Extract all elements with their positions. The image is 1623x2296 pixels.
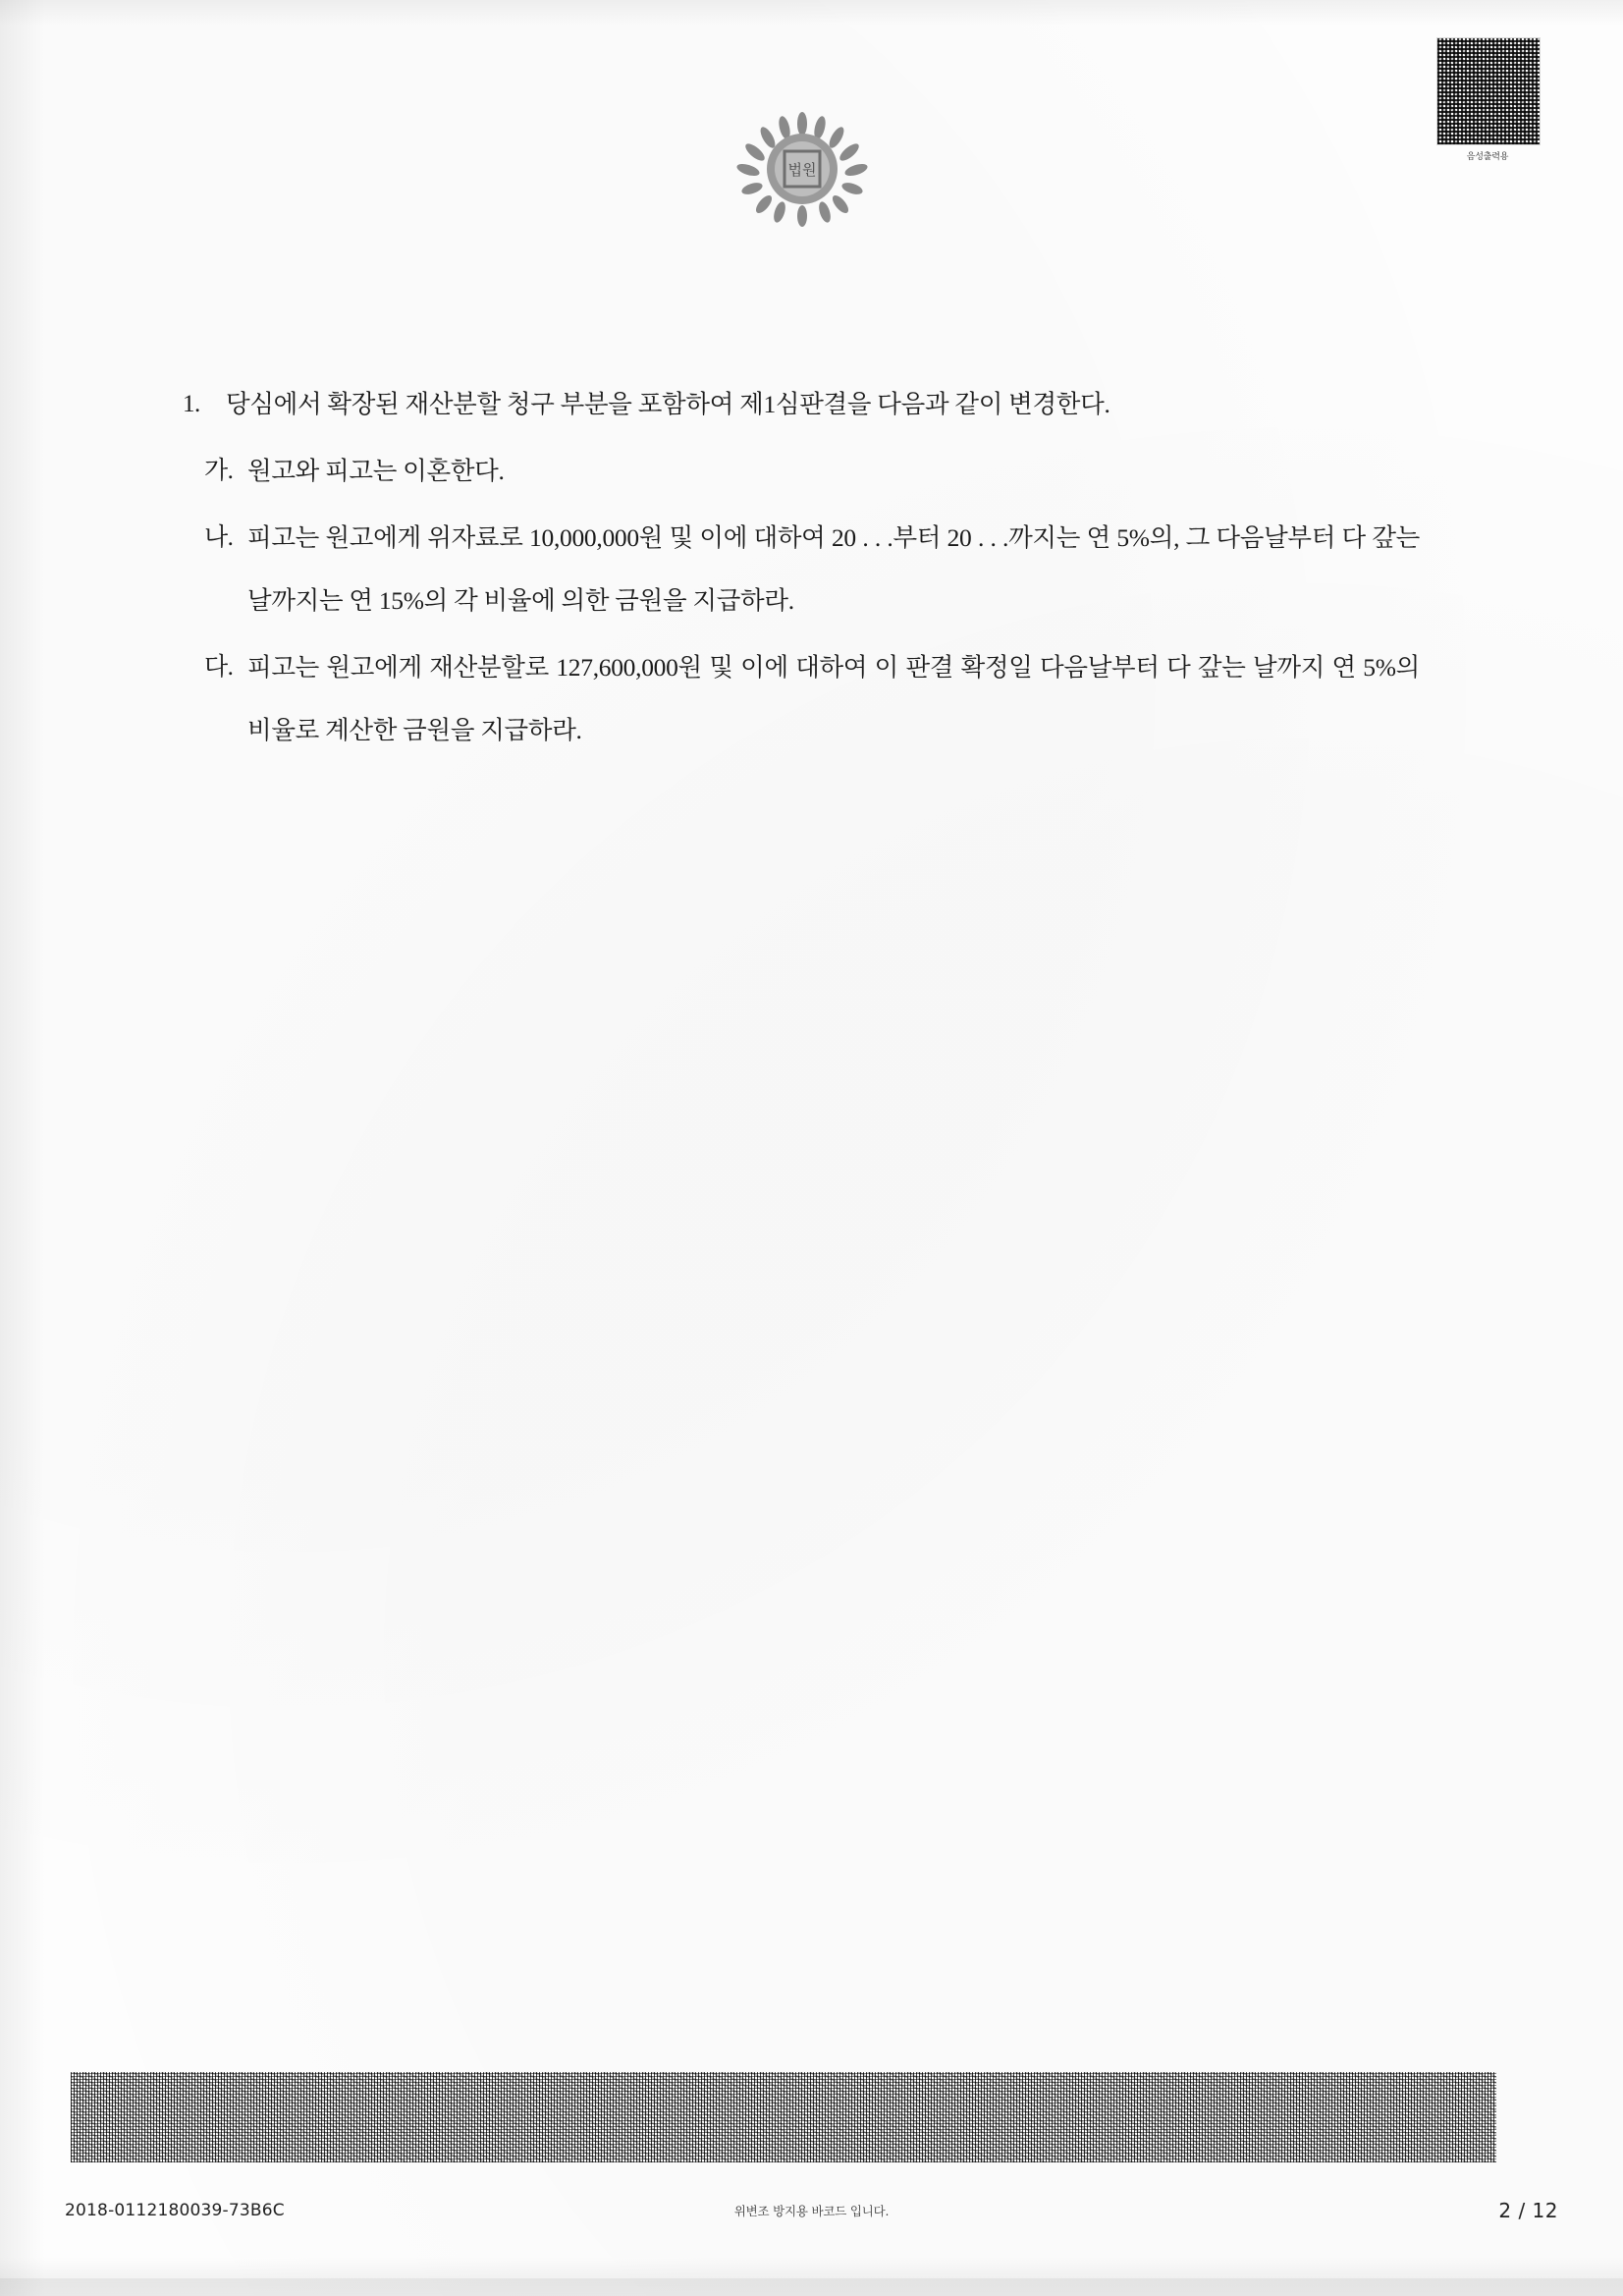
scan-artifact	[0, 2278, 1623, 2296]
clause-item	[183, 440, 1420, 503]
judgment-body	[183, 373, 1420, 766]
court-emblem-icon	[729, 108, 876, 236]
clause-marker: 나.	[204, 524, 234, 551]
page-footer	[65, 2196, 1558, 2225]
page-number: 2 / 12	[1498, 2199, 1558, 2222]
clause-item	[183, 507, 1420, 632]
clause-text: 당심에서 확장된 재산분할 청구 부분을 포함하여 제1심판결을 다음과 같이 변경한다.	[226, 390, 1110, 418]
clause-marker: 다.	[204, 654, 234, 681]
document-id: 2018-0112180039-73B6C	[65, 2201, 285, 2220]
2d-barcode-icon	[1436, 37, 1541, 145]
clause-marker: 1.	[183, 391, 200, 417]
security-barcode-icon	[71, 2072, 1496, 2162]
scan-shadow-left	[0, 0, 45, 2296]
clause-item	[183, 373, 1420, 436]
code-caption: 음성출력용	[1466, 152, 1509, 162]
clause-text: 피고는 원고에게 재산분할로 127,600,000원 및 이에 대하여 이 판결 확정일 다음날부터 다 갚는 날까지 연 5%의 비율로 계산한 금원을 지급하라.	[247, 653, 1420, 744]
scan-shadow-top	[0, 0, 1623, 26]
svg-text:법원: 법원	[787, 161, 817, 179]
clause-text: 원고와 피고는 이혼한다.	[247, 457, 505, 485]
clause-item	[183, 636, 1420, 762]
anti-forgery-note: 위변조 방지용 바코드 입니다.	[733, 2204, 890, 2218]
clause-marker: 가.	[204, 458, 234, 484]
clause-text: 피고는 원고에게 위자료로 10,000,000원 및 이에 대하여 20 . . .부터 20 . . .까지는 연 5%의, 그 다음날부터 다 갚는 날까지는 연 15%의 각 비율에 의한 금원을 지급하라.	[247, 523, 1420, 615]
audio-output-code	[1436, 37, 1539, 162]
